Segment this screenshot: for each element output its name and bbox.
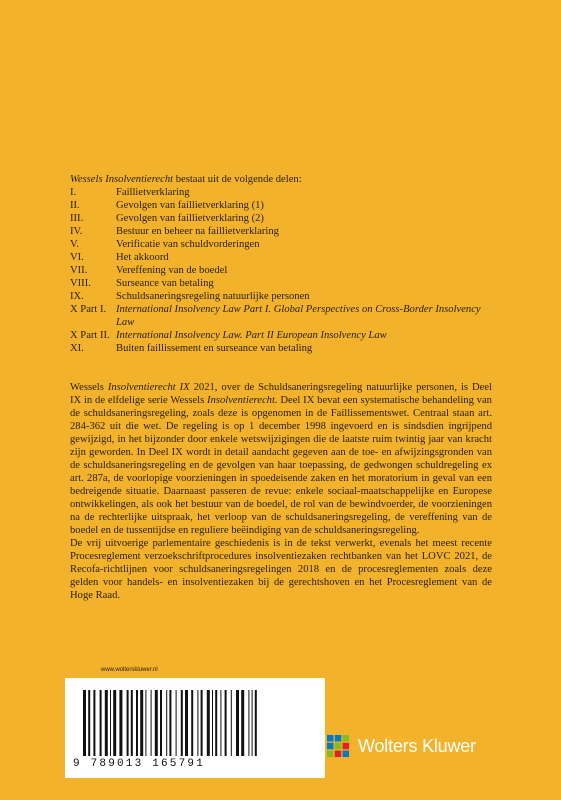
list-item: [70, 264, 490, 277]
part-number: X Part II.: [70, 330, 110, 341]
part-number: III.: [70, 213, 84, 224]
part-number: I.: [70, 187, 77, 198]
list-item: [70, 329, 490, 342]
list-item: [70, 290, 490, 303]
part-number: XI.: [70, 343, 84, 354]
description-paragraph: [70, 381, 492, 537]
list-item: [70, 277, 490, 290]
barcode: [65, 678, 325, 778]
part-title: Gevolgen van faillietverklaring (1): [116, 200, 264, 211]
part-number: VII.: [70, 265, 88, 276]
list-item: [70, 342, 490, 355]
list-item: [70, 303, 490, 329]
isbn-digits: 9 789013 165791: [73, 758, 206, 770]
publisher-logo: [326, 734, 476, 758]
barcode-bars: [83, 690, 307, 756]
part-title: Vereffening van de boedel: [116, 265, 228, 276]
part-title: Schuldsaneringsregeling natuurlijke personen: [116, 291, 310, 302]
part-title: Surseance van betaling: [116, 278, 214, 289]
list-item: [70, 199, 490, 212]
parts-list: [70, 186, 490, 355]
part-title: Bestuur en beheer na faillietverklaring: [116, 226, 279, 237]
part-number: X Part I.: [70, 304, 107, 315]
book-description: [70, 381, 492, 602]
description-italic: Insolventierecht.: [207, 395, 278, 406]
description-italic: Insolventierecht IX: [107, 382, 190, 393]
wolters-kluwer-logo-icon: [326, 734, 350, 758]
list-item: [70, 186, 490, 199]
barcode-area: [65, 667, 325, 778]
part-number: IX.: [70, 291, 84, 302]
part-number: IV.: [70, 226, 83, 237]
list-item: [70, 212, 490, 225]
publisher-url: www.wolterskluwer.nl: [101, 667, 158, 673]
part-title: International Insolvency Law Part I. Global Perspectives on Cross-Border Insolvency Law: [116, 304, 481, 328]
description-paragraph: De vrij uitvoerige parlementaire geschiedenis is in de tekst verwerkt, evenals het meest recente Procesreglement verzoekschriftprocedures insolventiezaken rechtbanken van het LOVC 2021, de Recofa-richtlijnen voor schuldsaneringsregelingen 2018 en de procesreglementen zoals deze gelden voor handels- en insolventiezaken bij de gerechtshoven en het Procesreglement van de Hoge Raad.: [70, 538, 492, 601]
list-item: [70, 225, 490, 238]
series-title: Wessels Insolventierecht: [70, 174, 174, 185]
series-intro-text: bestaat uit de volgende delen:: [173, 174, 302, 185]
description-text: Deel IX bevat een systematische behandeling van de schuldsaneringsregeling, zoals deze is opgenomen in de Faillissementswet. Centraal staan art. 284-362 uit die wet. De regeling is op 1 december 1998 ingevoerd en is sindsdien ingrijpend gewijzigd, in het bijzonder door enkele wetswijzigingen die de laatste ruim twintig jaar van kracht zijn geworden. In Deel IX wordt in detail aandacht gegeven aan de toe- en afwijzingsgronden van de schuldsaneringsregeling en de gevolgen van haar toepassing, de gedwongen schuldregeling ex art. 287a, de voorlopige voorzieningen in spoedeisende zaken en het moratorium in geval van een bedreigende situatie. Daarnaast passeren de revue: enkele sociaal-maatschappelijke en Europese ontwikkelingen, als ook het bestuur van de boedel, de rol van de bewindvoerder, de voorzieningen na de rechterlijke uitspraak, het verloop van de schuldsaneringsregeling, de vereffening van de boedel en de tussentijdse en reguliere beëindiging van de schuldsaneringsregeling.: [70, 395, 492, 536]
series-intro: [70, 173, 302, 186]
part-title: Gevolgen van faillietverklaring (2): [116, 213, 264, 224]
list-item: [70, 251, 490, 264]
list-item: [70, 238, 490, 251]
part-title: International Insolvency Law. Part II European Insolvency Law: [116, 330, 387, 341]
part-title: Verificatie van schuldvorderingen: [116, 239, 260, 250]
part-number: II.: [70, 200, 80, 211]
part-title: Buiten faillissement en surseance van betaling: [116, 343, 313, 354]
description-text: 2021, over de Schuldsaneringsregeling natuurlijke personen, is Deel IX in de elfdelige serie Wessels: [70, 382, 492, 406]
description-text: Wessels: [70, 382, 108, 393]
part-number: VI.: [70, 252, 84, 263]
part-title: Faillietverklaring: [116, 187, 190, 198]
part-number: V.: [70, 239, 79, 250]
logo-text: Wolters Kluwer: [358, 735, 476, 756]
part-title: Het akkoord: [116, 252, 169, 263]
part-number: VIII.: [70, 278, 91, 289]
